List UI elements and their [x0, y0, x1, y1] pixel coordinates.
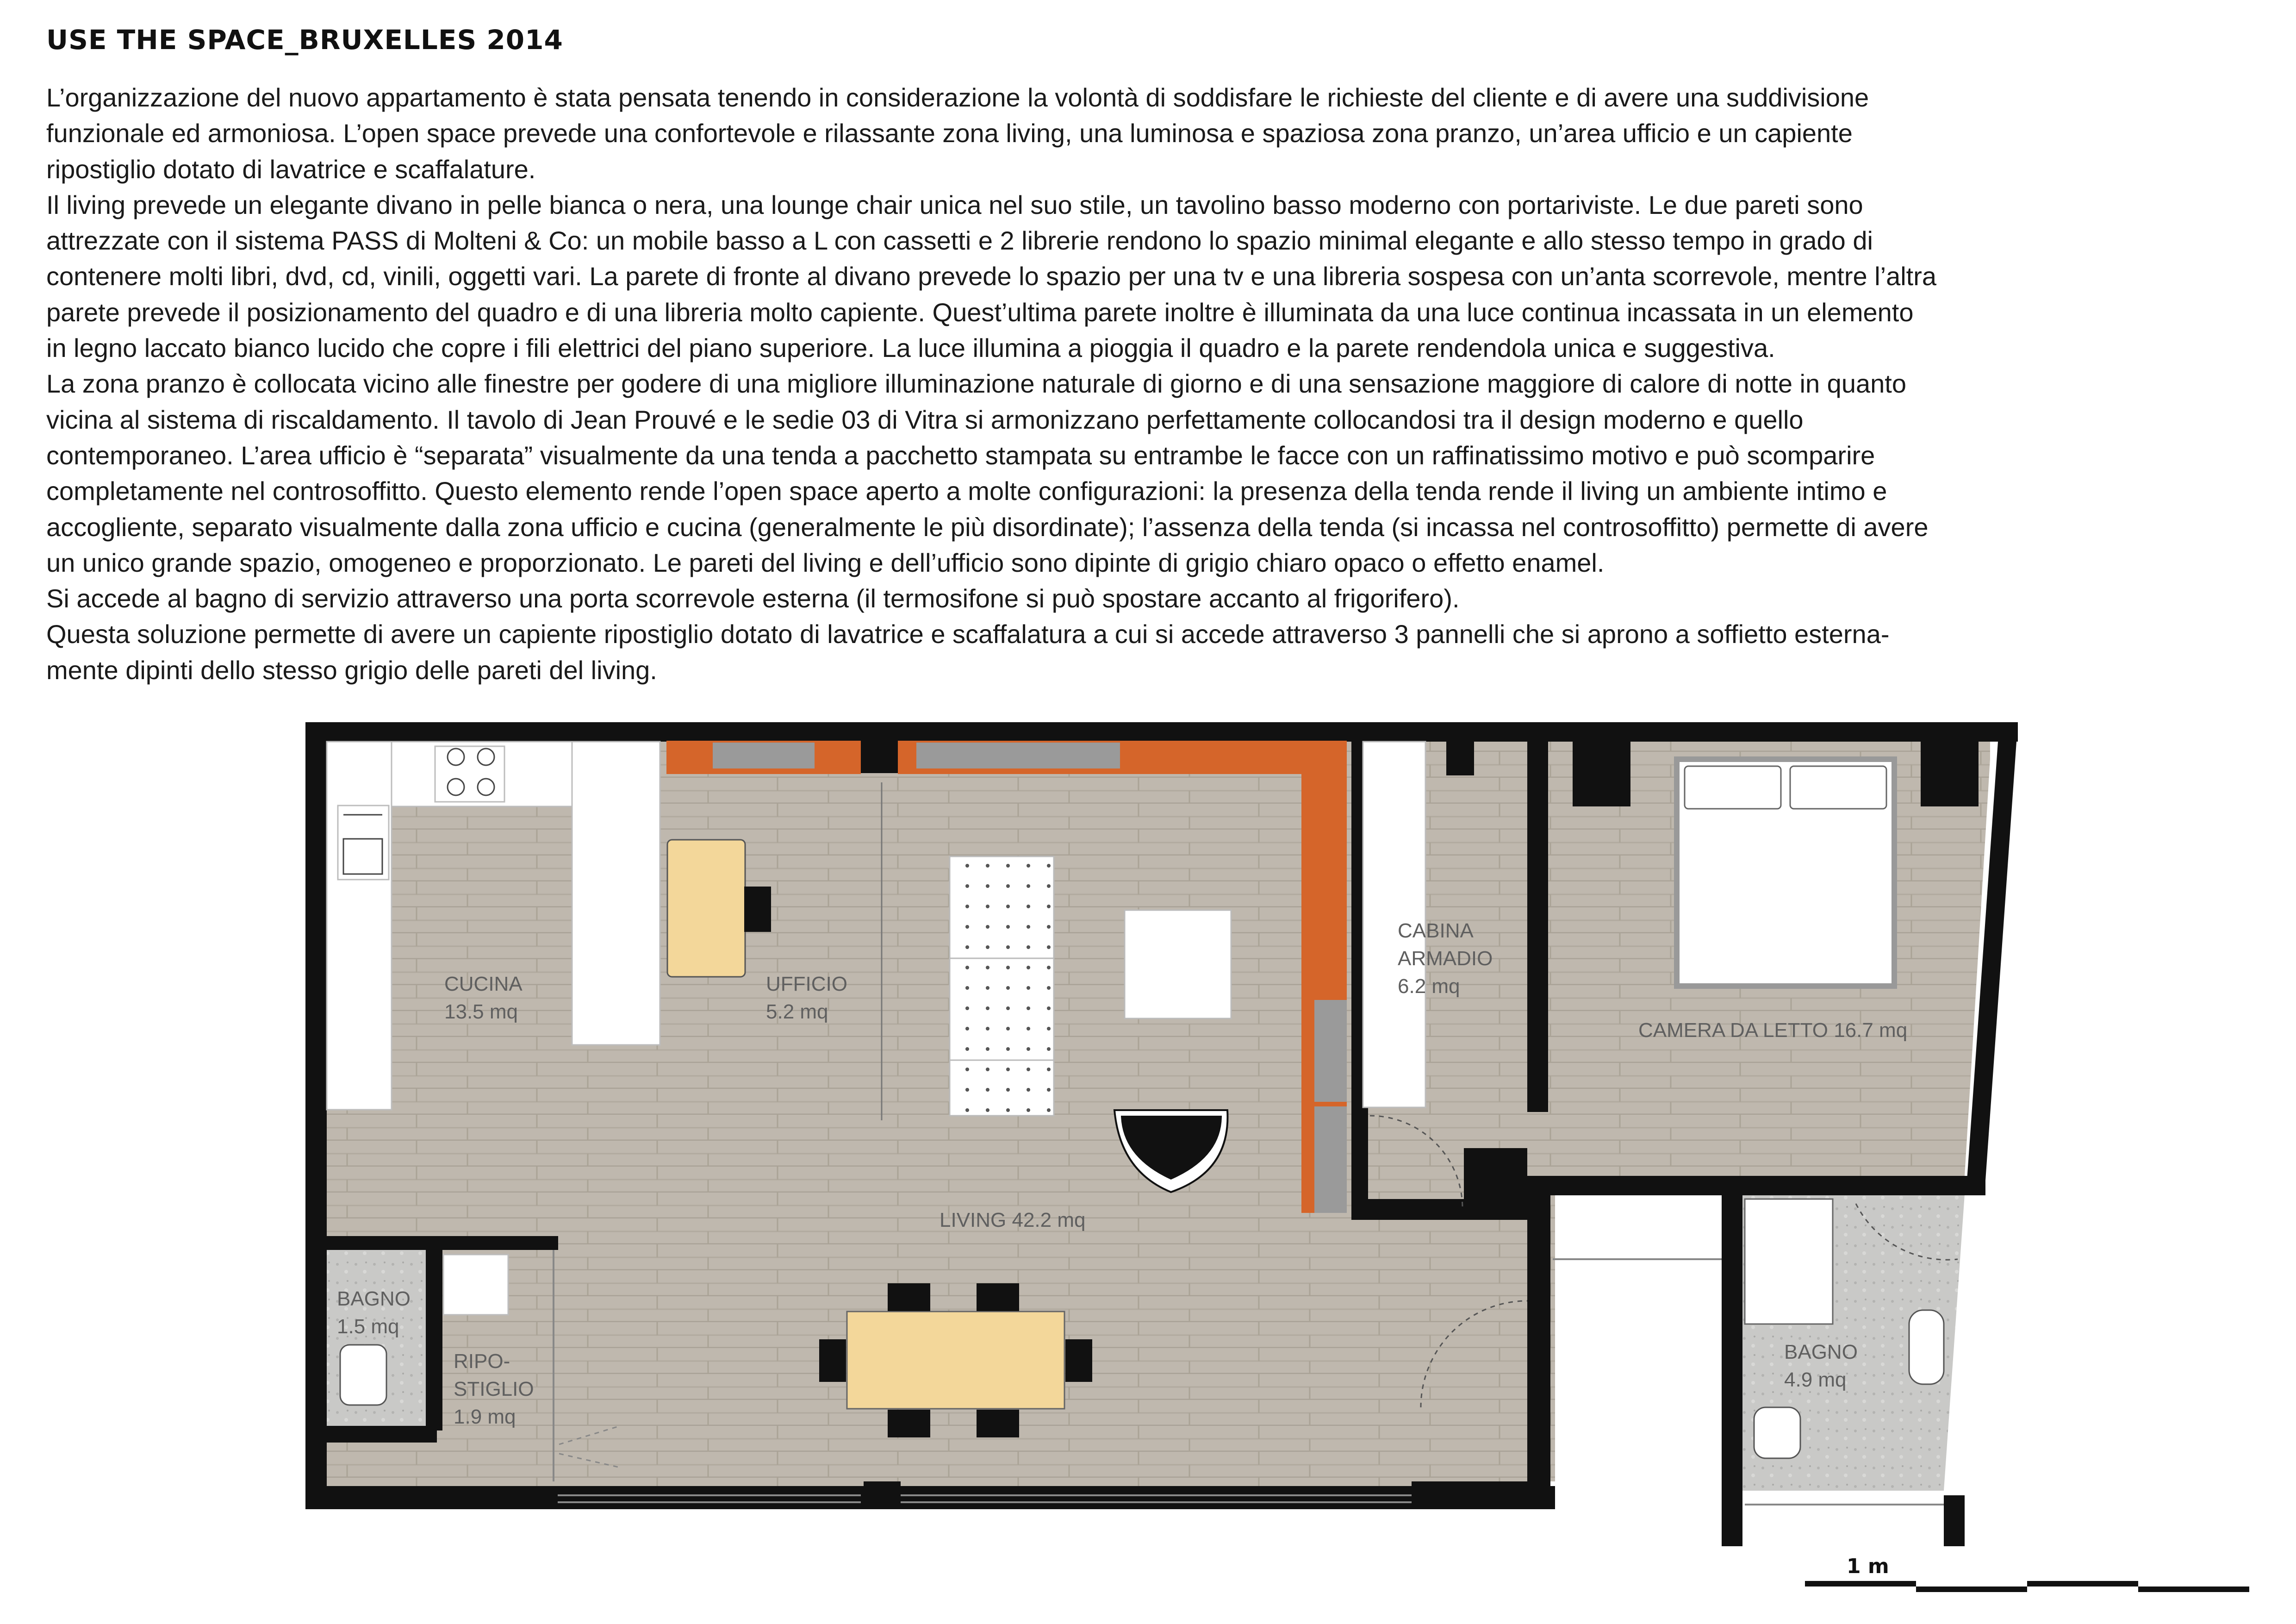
description-line: un unico grande spazio, omogeneo e proporzionato. Le pareti del living e dell’ufficio sono dipinte di grigio chiaro opaco o effetto enamel.	[46, 548, 1605, 577]
description-line: mente dipinti dello stesso grigio delle pareti del living.	[46, 655, 657, 685]
description-line: accogliente, separato visualmente dalla zona ufficio e cucina (generalmente le più disordinate); l’assenza della tenda (si incassa nel controsoffitto) permette di avere	[46, 512, 1929, 542]
washing-machine	[443, 1255, 508, 1315]
coffee-table	[1125, 910, 1231, 1018]
room-label-ufficio: UFFICIO	[766, 973, 847, 995]
room-label-living: LIVING 42.2 mq	[940, 1209, 1086, 1231]
room-area-cabina: 6.2 mq	[1398, 975, 1460, 998]
toilet-icon	[340, 1345, 386, 1405]
room-area-bagno: 1.5 mq	[337, 1315, 399, 1338]
description-line: vicina al sistema di riscaldamento. Il tavolo di Jean Prouvé e le sedie 03 di Vitra si armonizzano perfettamente collocandosi tra il design moderno e quello	[46, 405, 1804, 434]
room-label-stiglio: STIGLIO	[454, 1378, 534, 1400]
shower-tray	[1745, 1199, 1833, 1324]
pillow	[1685, 766, 1781, 809]
scale-bar-label: 1 m	[1847, 1555, 1889, 1578]
office-desk	[667, 840, 745, 977]
description-line: La zona pranzo è collocata vicino alle finestre per godere di una migliore illuminazione naturale di giorno e di una sensazione maggiore di calore di notte in quanto	[46, 369, 1906, 399]
sofa	[950, 856, 1054, 1116]
page-title: USE THE SPACE_BRUXELLES 2014	[46, 24, 563, 56]
scale-bar	[1805, 1555, 2249, 1592]
office-chair	[744, 887, 771, 932]
room-label-bagno: BAGNO	[337, 1287, 411, 1310]
room-label-bagno-large: BAGNO	[1784, 1341, 1858, 1363]
description-line: Questa soluzione permette di avere un capiente ripostiglio dotato di lavatrice e scaffalatura a cui si accede attraverso 3 pannelli che si aprono a soffietto esterna-	[46, 619, 1890, 649]
room-label-camera: CAMERA DA LETTO 16.7 mq	[1638, 1019, 1908, 1042]
description-line: in legno laccato bianco lucido che copre i fili elettrici del piano superiore. La luce illumina a pioggia il quadro e la parete rendendola unica e suggestiva.	[46, 333, 1775, 363]
nightstand	[1573, 742, 1630, 806]
room-area-ripostiglio: 1.9 mq	[454, 1405, 516, 1428]
description-line: completamente nel controsoffitto. Questo elemento rende l’open space aperto a molte configurazioni: la presenza della tenda rende il living un ambiente intimo e	[46, 476, 1887, 506]
description-line: contenere molti libri, dvd, cd, vinili, oggetti vari. La parete di fronte al divano prevede lo spazio per una tv e una libreria sospesa con un’anta scorrevole, mentre l’altra	[46, 262, 1937, 291]
description-line: parete prevede il posizionamento del quadro e di una libreria molto capiente. Quest’ultima parete inoltre è illuminata da una luce continua incassata in un elemento	[46, 297, 1914, 327]
room-area-cucina: 13.5 mq	[444, 1000, 518, 1023]
room-label-ripostiglio: RIPO-	[454, 1350, 510, 1373]
pillow	[1790, 766, 1886, 809]
dining-table	[847, 1312, 1064, 1409]
description-line: attrezzate con il sistema PASS di Molteni & Co: un mobile basso a L con cassetti e 2 librerie rendono lo spazio minimal elegante e allo stesso tempo in grado di	[46, 226, 1873, 256]
room-label-cucina: CUCINA	[444, 973, 523, 995]
description-line: Si accede al bagno di servizio attraverso una porta scorrevole esterna (il termosifone si può spostare accanto al frigorifero).	[46, 584, 1460, 613]
toilet-icon	[1754, 1407, 1800, 1458]
description-line: ripostiglio dotato di lavatrice e scaffalature.	[46, 154, 536, 184]
description-line: contemporaneo. L’area ufficio è “separata” visualmente da una tenda a pacchetto stampata su entrambe le facce con un raffinatissimo motivo e può scomparire	[46, 440, 1875, 470]
description-line: L’organizzazione del nuovo appartamento è stata pensata tenendo in considerazione la volontà di soddisfare le richieste del cliente e di avere una suddivisione	[46, 83, 1869, 112]
room-area-bagno-large: 4.9 mq	[1784, 1368, 1847, 1391]
room-area-ufficio: 5.2 mq	[766, 1000, 828, 1023]
room-label-cabina: CABINA	[1398, 919, 1474, 942]
room-label-armadio: ARMADIO	[1398, 947, 1493, 970]
description-line: funzionale ed armoniosa. L’open space prevede una confortevole e rilassante zona living, una luminosa e spaziosa zona pranzo, un’area ufficio e un capiente	[46, 119, 1853, 148]
washbasin-icon	[1909, 1310, 1944, 1384]
description-line: Il living prevede un elegante divano in pelle bianca o nera, una lounge chair unica nel suo stile, un tavolino basso moderno con portariviste. Le due pareti sono	[46, 190, 1863, 219]
nightstand	[1921, 742, 1979, 806]
